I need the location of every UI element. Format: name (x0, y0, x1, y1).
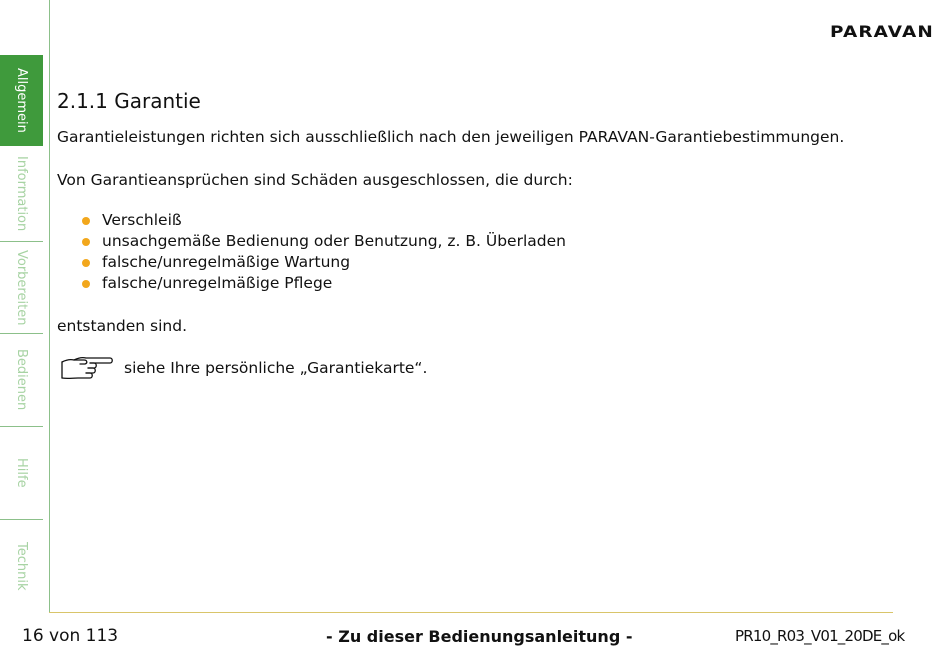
list-item (79, 273, 566, 294)
document-id: PR10_R03_V01_20DE_ok (735, 627, 905, 645)
list-item-text: falsche/unregelmäßige Pflege (102, 274, 333, 292)
tab-label: Allgemein (14, 68, 29, 133)
exclusion-lead: Von Garantieansprüchen sind Schäden ausgeschlossen, die durch: (57, 171, 573, 189)
tab-vorbereiten[interactable] (0, 242, 43, 333)
list-item (79, 210, 566, 231)
intro-paragraph: Garantieleistungen richten sich ausschließlich nach den jeweiligen PARAVAN-Garantiebestimmungen. (57, 128, 845, 146)
tab-information[interactable] (0, 148, 43, 240)
sidebar-divider (49, 0, 50, 612)
tab-label: Bedienen (14, 349, 29, 411)
list-item-text: unsachgemäße Bedienung oder Benutzung, z. B. Überladen (102, 232, 566, 250)
tab-label: Vorbereiten (14, 249, 29, 326)
bullet-dot (82, 280, 90, 288)
guarantee-card-note: siehe Ihre persönliche „Garantiekarte“. (124, 359, 428, 377)
tab-label: Information (14, 156, 29, 232)
bullet-dot (82, 217, 90, 225)
page-number: 16 von 113 (22, 626, 119, 646)
tab-allgemein[interactable] (0, 55, 43, 146)
pointing-hand-icon (60, 354, 114, 384)
bullet-dot (82, 238, 90, 246)
tab-technik[interactable] (0, 520, 43, 612)
tab-hilfe[interactable] (0, 427, 43, 519)
tab-label: Technik (14, 541, 29, 591)
list-item-text: Verschleiß (102, 211, 182, 229)
paravan-logo: PARAVAN (830, 22, 934, 41)
closing-paragraph: entstanden sind. (57, 317, 188, 335)
footer-title: - Zu dieser Bedienungsanleitung - (326, 627, 633, 646)
tab-label: Hilfe (14, 458, 29, 488)
exclusion-list (79, 210, 566, 294)
list-item (79, 252, 566, 273)
tab-bedienen[interactable] (0, 334, 43, 426)
footer-rule (49, 612, 893, 613)
bullet-dot (82, 259, 90, 267)
section-heading: 2.1.1 Garantie (57, 89, 201, 113)
list-item (79, 231, 566, 252)
list-item-text: falsche/unregelmäßige Wartung (102, 253, 351, 271)
